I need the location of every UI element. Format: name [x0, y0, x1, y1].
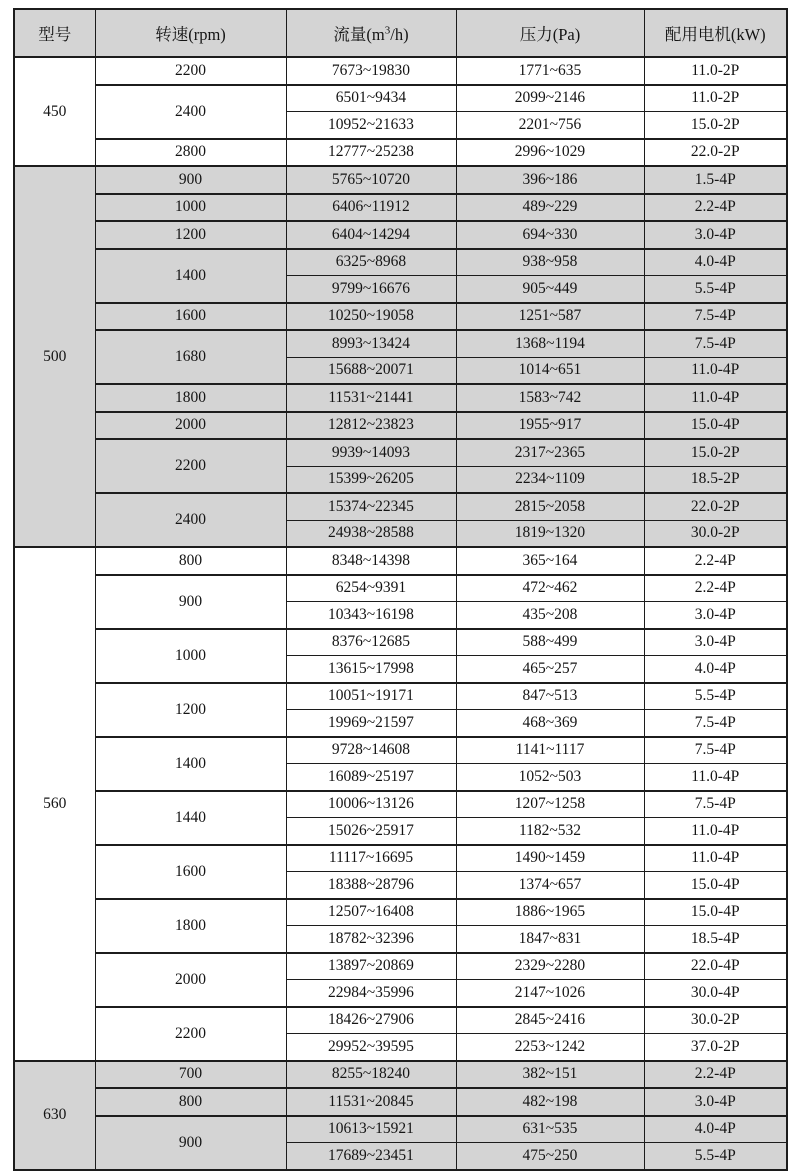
pressure-cell: 1141~1117	[456, 737, 644, 764]
motor-cell: 11.0-4P	[644, 357, 787, 384]
pressure-cell: 365~164	[456, 547, 644, 575]
motor-cell: 5.5-4P	[644, 276, 787, 303]
flow-cell: 18426~27906	[286, 1007, 456, 1034]
rpm-cell: 1400	[95, 249, 286, 303]
flow-cell: 8348~14398	[286, 547, 456, 575]
table-row	[14, 683, 787, 710]
rpm-cell: 1440	[95, 791, 286, 845]
pressure-cell: 1771~635	[456, 57, 644, 85]
pressure-cell: 1847~831	[456, 926, 644, 953]
motor-cell: 3.0-4P	[644, 1088, 787, 1116]
flow-cell: 18388~28796	[286, 872, 456, 899]
table-row	[14, 194, 787, 222]
table-row	[14, 85, 787, 112]
rpm-cell: 2200	[95, 1007, 286, 1061]
pressure-cell: 468~369	[456, 710, 644, 737]
pressure-cell: 1368~1194	[456, 330, 644, 357]
pressure-cell: 1182~532	[456, 818, 644, 845]
motor-cell: 18.5-4P	[644, 926, 787, 953]
pressure-cell: 435~208	[456, 602, 644, 629]
flow-cell: 10613~15921	[286, 1116, 456, 1143]
flow-cell: 10250~19058	[286, 303, 456, 331]
pressure-cell: 1819~1320	[456, 520, 644, 547]
pressure-cell: 489~229	[456, 194, 644, 222]
motor-cell: 22.0-4P	[644, 953, 787, 980]
motor-cell: 4.0-4P	[644, 1116, 787, 1143]
motor-cell: 15.0-4P	[644, 412, 787, 440]
table-row	[14, 547, 787, 575]
pressure-cell: 465~257	[456, 656, 644, 683]
motor-cell: 11.0-4P	[644, 818, 787, 845]
flow-cell: 11531~20845	[286, 1088, 456, 1116]
rpm-cell: 1000	[95, 629, 286, 683]
table-row	[14, 899, 787, 926]
motor-cell: 22.0-2P	[644, 139, 787, 167]
rpm-cell: 2400	[95, 85, 286, 139]
pressure-cell: 1052~503	[456, 764, 644, 791]
flow-cell: 6325~8968	[286, 249, 456, 276]
pressure-cell: 1490~1459	[456, 845, 644, 872]
pressure-cell: 2329~2280	[456, 953, 644, 980]
flow-cell: 10952~21633	[286, 112, 456, 139]
pressure-cell: 2099~2146	[456, 85, 644, 112]
pressure-cell: 382~151	[456, 1061, 644, 1089]
flow-cell: 13615~17998	[286, 656, 456, 683]
motor-cell: 4.0-4P	[644, 656, 787, 683]
rpm-cell: 800	[95, 547, 286, 575]
column-header-flow: 流量$(m^3/h)$	[286, 9, 456, 57]
motor-cell: 2.2-4P	[644, 575, 787, 602]
rpm-cell: 1680	[95, 330, 286, 384]
table-row	[14, 953, 787, 980]
column-header-pressure: 压力(Pa)	[456, 9, 644, 57]
model-cell: 630	[14, 1061, 95, 1170]
motor-cell: 11.0-4P	[644, 764, 787, 791]
flow-cell: 6501~9434	[286, 85, 456, 112]
motor-cell: 2.2-4P	[644, 1061, 787, 1089]
pressure-cell: 1207~1258	[456, 791, 644, 818]
table-row	[14, 384, 787, 412]
pressure-cell: 1014~651	[456, 357, 644, 384]
flow-cell: 6406~11912	[286, 194, 456, 222]
flow-cell: 12812~23823	[286, 412, 456, 440]
pressure-cell: 2201~756	[456, 112, 644, 139]
flow-cell: 15399~26205	[286, 466, 456, 493]
rpm-cell: 1800	[95, 899, 286, 953]
flow-cell: 29952~39595	[286, 1034, 456, 1061]
pressure-cell: 938~958	[456, 249, 644, 276]
motor-cell: 15.0-4P	[644, 899, 787, 926]
flow-cell: 18782~32396	[286, 926, 456, 953]
pressure-cell: 472~462	[456, 575, 644, 602]
rpm-cell: 1600	[95, 845, 286, 899]
table-row	[14, 303, 787, 331]
flow-cell: 16089~25197	[286, 764, 456, 791]
rpm-cell: 1200	[95, 683, 286, 737]
motor-cell: 5.5-4P	[644, 1143, 787, 1170]
motor-cell: 15.0-2P	[644, 439, 787, 466]
model-cell: 500	[14, 166, 95, 547]
flow-cell: 5765~10720	[286, 166, 456, 194]
pressure-cell: 1955~917	[456, 412, 644, 440]
rpm-cell: 2000	[95, 953, 286, 1007]
flow-cell: 15688~20071	[286, 357, 456, 384]
rpm-cell: 900	[95, 1116, 286, 1170]
pressure-cell: 1886~1965	[456, 899, 644, 926]
pressure-cell: 475~250	[456, 1143, 644, 1170]
pressure-cell: 482~198	[456, 1088, 644, 1116]
rpm-cell: 2800	[95, 139, 286, 167]
flow-cell: 15374~22345	[286, 493, 456, 520]
flow-cell: 13897~20869	[286, 953, 456, 980]
pressure-cell: 2234~1109	[456, 466, 644, 493]
flow-cell: 9799~16676	[286, 276, 456, 303]
pressure-cell: 2815~2058	[456, 493, 644, 520]
flow-cell: 24938~28588	[286, 520, 456, 547]
flow-cell: 11531~21441	[286, 384, 456, 412]
model-cell: 450	[14, 57, 95, 166]
table-row	[14, 575, 787, 602]
flow-cell: 12777~25238	[286, 139, 456, 167]
pressure-cell: 631~535	[456, 1116, 644, 1143]
pressure-cell: 905~449	[456, 276, 644, 303]
column-header-model: 型号	[14, 9, 95, 57]
motor-cell: 22.0-2P	[644, 493, 787, 520]
table-row	[14, 57, 787, 85]
flow-cell: 10343~16198	[286, 602, 456, 629]
table-row	[14, 629, 787, 656]
rpm-cell: 800	[95, 1088, 286, 1116]
motor-cell: 7.5-4P	[644, 737, 787, 764]
flow-cell: 11117~16695	[286, 845, 456, 872]
pressure-cell: 847~513	[456, 683, 644, 710]
table-row	[14, 737, 787, 764]
table-row	[14, 139, 787, 167]
flow-cell: 9728~14608	[286, 737, 456, 764]
motor-cell: 7.5-4P	[644, 303, 787, 331]
motor-cell: 2.2-4P	[644, 194, 787, 222]
motor-cell: 7.5-4P	[644, 791, 787, 818]
table-row	[14, 412, 787, 440]
pressure-cell: 1583~742	[456, 384, 644, 412]
motor-cell: 4.0-4P	[644, 249, 787, 276]
pressure-cell: 2147~1026	[456, 980, 644, 1007]
motor-cell: 3.0-4P	[644, 629, 787, 656]
flow-cell: 19969~21597	[286, 710, 456, 737]
motor-cell: 5.5-4P	[644, 683, 787, 710]
flow-cell: 8993~13424	[286, 330, 456, 357]
flow-cell: 22984~35996	[286, 980, 456, 1007]
header-row	[14, 9, 787, 57]
flow-cell: 10051~19171	[286, 683, 456, 710]
rpm-cell: 2000	[95, 412, 286, 440]
table-row	[14, 791, 787, 818]
flow-cell: 9939~14093	[286, 439, 456, 466]
motor-cell: 11.0-4P	[644, 384, 787, 412]
pressure-cell: 396~186	[456, 166, 644, 194]
pressure-cell: 2317~2365	[456, 439, 644, 466]
motor-cell: 18.5-2P	[644, 466, 787, 493]
flow-cell: 10006~13126	[286, 791, 456, 818]
pressure-cell: 694~330	[456, 221, 644, 249]
table-row	[14, 493, 787, 520]
rpm-cell: 1400	[95, 737, 286, 791]
pressure-cell: 2253~1242	[456, 1034, 644, 1061]
motor-cell: 2.2-4P	[644, 547, 787, 575]
motor-cell: 7.5-4P	[644, 330, 787, 357]
flow-cell: 8376~12685	[286, 629, 456, 656]
rpm-cell: 1800	[95, 384, 286, 412]
flow-cell: 6404~14294	[286, 221, 456, 249]
rpm-cell: 2200	[95, 57, 286, 85]
table-header	[14, 9, 787, 57]
table-row	[14, 1007, 787, 1034]
flow-cell: 12507~16408	[286, 899, 456, 926]
table-row	[14, 330, 787, 357]
table-row	[14, 249, 787, 276]
motor-cell: 3.0-4P	[644, 602, 787, 629]
pressure-cell: 1374~657	[456, 872, 644, 899]
flow-cell: 17689~23451	[286, 1143, 456, 1170]
motor-cell: 37.0-2P	[644, 1034, 787, 1061]
motor-cell: 11.0-2P	[644, 85, 787, 112]
flow-cell: 8255~18240	[286, 1061, 456, 1089]
fan-spec-table	[13, 8, 788, 1171]
table-row	[14, 166, 787, 194]
motor-cell: 30.0-4P	[644, 980, 787, 1007]
pressure-cell: 2996~1029	[456, 139, 644, 167]
flow-cell: 6254~9391	[286, 575, 456, 602]
pressure-cell: 1251~587	[456, 303, 644, 331]
rpm-cell: 700	[95, 1061, 286, 1089]
flow-cell: 7673~19830	[286, 57, 456, 85]
flow-cell: 15026~25917	[286, 818, 456, 845]
motor-cell: 15.0-4P	[644, 872, 787, 899]
column-header-motor: 配用电机(kW)	[644, 9, 787, 57]
table-row	[14, 221, 787, 249]
motor-cell: 1.5-4P	[644, 166, 787, 194]
motor-cell: 30.0-2P	[644, 520, 787, 547]
rpm-cell: 2200	[95, 439, 286, 493]
motor-cell: 7.5-4P	[644, 710, 787, 737]
pressure-cell: 588~499	[456, 629, 644, 656]
rpm-cell: 1200	[95, 221, 286, 249]
column-header-rpm: 转速(rpm)	[95, 9, 286, 57]
model-cell: 560	[14, 547, 95, 1061]
rpm-cell: 900	[95, 166, 286, 194]
rpm-cell: 1600	[95, 303, 286, 331]
rpm-cell: 1000	[95, 194, 286, 222]
table-row	[14, 845, 787, 872]
table-row	[14, 1061, 787, 1089]
motor-cell: 3.0-4P	[644, 221, 787, 249]
motor-cell: 11.0-4P	[644, 845, 787, 872]
motor-cell: 15.0-2P	[644, 112, 787, 139]
rpm-cell: 900	[95, 575, 286, 629]
table-row	[14, 1088, 787, 1116]
motor-cell: 30.0-2P	[644, 1007, 787, 1034]
table-body	[14, 57, 787, 1170]
motor-cell: 11.0-2P	[644, 57, 787, 85]
pressure-cell: 2845~2416	[456, 1007, 644, 1034]
table-row	[14, 1116, 787, 1143]
table-row	[14, 439, 787, 466]
rpm-cell: 2400	[95, 493, 286, 547]
